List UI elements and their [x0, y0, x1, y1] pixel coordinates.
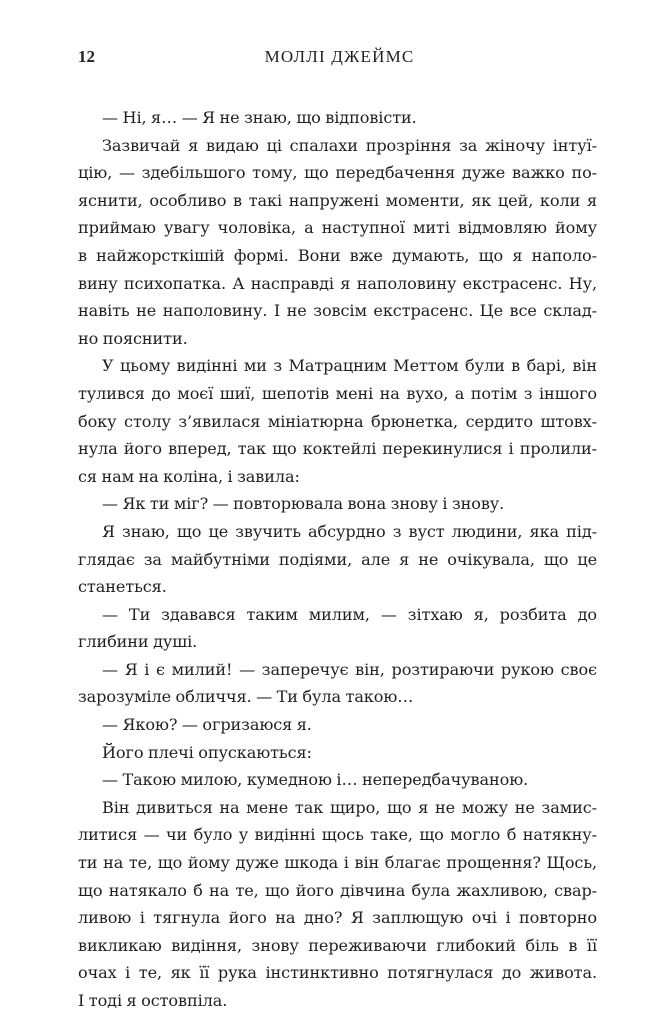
text-line: но пояснити.	[78, 328, 188, 348]
text-line: — Такою милою, кумедною і… непередбачуваною.	[102, 770, 529, 790]
text-line: в найжорсткішій формі. Вони вже думають, що я наполо-	[78, 245, 597, 265]
text-line: ся нам на коліна, і завила:	[78, 466, 300, 486]
text-line: тулився до моєї шиї, шепотів мені на вухо, а потім з іншого	[78, 383, 597, 403]
text-line: зарозуміле обличчя. — Ти була такою…	[78, 687, 414, 707]
text-line: навіть не наполовину. І не зовсім екстрасенс. Це все склад-	[78, 301, 597, 321]
text-line: — Як ти міг? — повторювала вона знову і знову.	[102, 494, 505, 514]
page-header	[78, 47, 601, 73]
text-line: ливою і тягнула його на дно? Я заплющую очі і повторно	[78, 908, 597, 928]
text-line: ти на те, що йому дуже шкода і він благає прощення? Щось,	[78, 853, 597, 873]
text-line: — Я і є милий! — заперечує він, розтираючи рукою своє	[102, 659, 597, 679]
text-line: Я знаю, що це звучить абсурдно з вуст людини, яка під-	[102, 521, 597, 541]
text-line: У цьому видінні ми з Матрацним Меттом були в барі, він	[102, 356, 597, 376]
text-line: приймаю увагу чоловіка, а наступної миті відмовляю йому	[78, 218, 597, 238]
text-line: — Якою? — огризаюся я.	[102, 715, 312, 735]
text-line: що натякало б на те, що його дівчина була жахливою, свар-	[78, 880, 597, 900]
text-line: нула його вперед, так що коктейлі перекинулися і пролили-	[78, 439, 597, 459]
text-line: Зазвичай я видаю ці спалахи прозріння за жіночу інтуї-	[102, 135, 597, 155]
text-line: очах і те, як її рука інстинктивно потягнулася до живота.	[78, 963, 597, 983]
text-line: — Ні, я… — Я не знаю, що відповісти.	[102, 108, 417, 127]
text-line: І тоді я остовпіла.	[78, 991, 228, 1010]
text-line: станеться.	[78, 577, 167, 597]
running-head: МОЛЛІ ДЖЕЙМС	[264, 47, 415, 66]
text-line: викликаю видіння, знову переживаючи глибокий біль в її	[78, 935, 597, 955]
text-line: глибини душі.	[78, 632, 198, 652]
text-line: глядає за майбутніми подіями, але я не очікувала, що це	[78, 549, 597, 569]
text-line: Він дивиться на мене так щиро, що я не можу не замис-	[102, 797, 597, 817]
text-line: литися — чи було у видінні щось таке, що могло б натякну-	[78, 825, 597, 845]
text-line: яснити, особливо в такі напружені моменти, як цей, коли я	[78, 190, 597, 210]
text-line: вину психопатка. А насправді я наполовину екстрасенс. Ну,	[78, 273, 597, 293]
text-line: — Ти здавався таким милим, — зітхаю я, розбита до	[102, 604, 597, 624]
text-line: боку столу з’явилася мініатюрна брюнетка, сердито штовх-	[78, 411, 597, 431]
body-text	[78, 104, 597, 1015]
text-line: Його плечі опускаються:	[102, 742, 312, 762]
page-number: 12	[78, 47, 95, 66]
text-line: цію, — здебільшого тому, що передбачення дуже важко по-	[78, 163, 597, 183]
